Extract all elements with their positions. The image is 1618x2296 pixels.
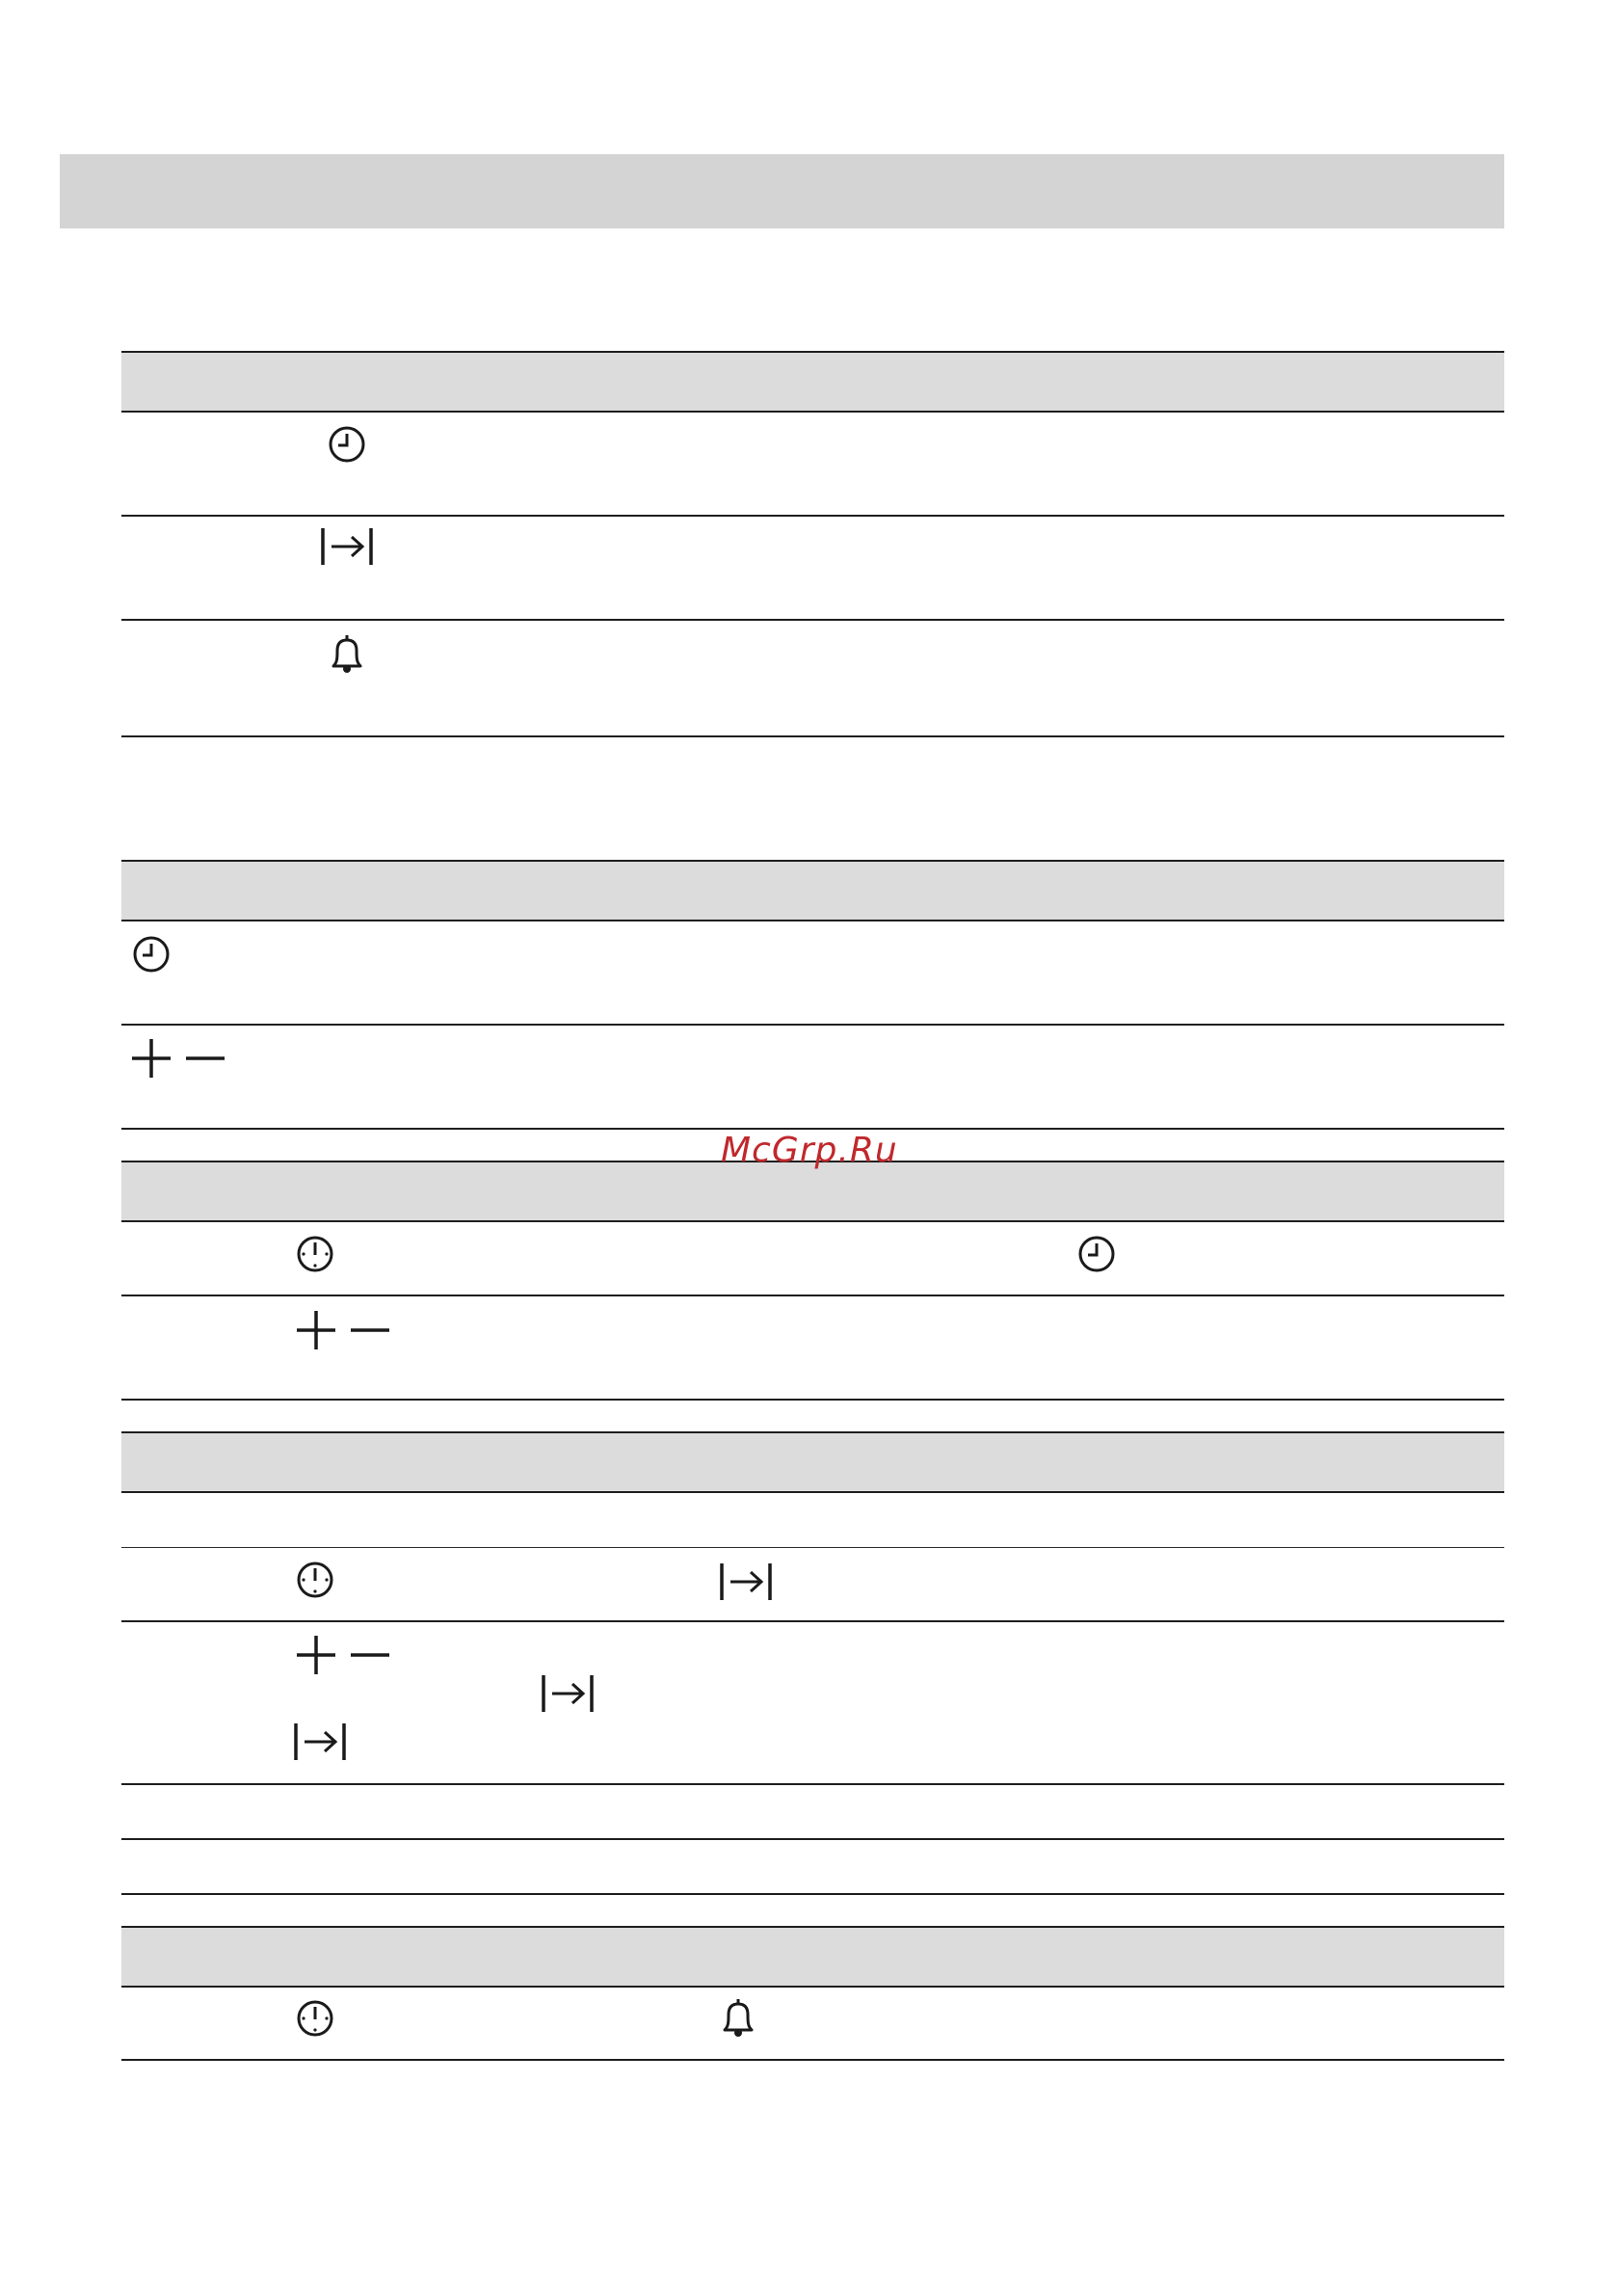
table-bottom-rule	[121, 2059, 1504, 2061]
end-time-icon	[293, 1722, 349, 1762]
row-divider	[121, 1620, 1504, 1622]
clock-icon	[1077, 1235, 1116, 1273]
timer-dial-icon	[296, 1561, 334, 1599]
row-divider	[121, 920, 1504, 921]
row-divider	[121, 1295, 1504, 1296]
table-header	[121, 862, 1504, 920]
row-divider	[121, 1024, 1504, 1026]
row-divider	[121, 411, 1504, 413]
row-divider	[121, 1220, 1504, 1222]
plus-icon	[295, 1309, 337, 1351]
bell-icon	[330, 633, 364, 674]
plus-icon	[295, 1634, 337, 1676]
minus-icon	[184, 1037, 226, 1080]
plus-icon	[130, 1037, 172, 1080]
row-divider	[121, 1491, 1504, 1493]
table-header	[121, 1928, 1504, 1986]
row-divider	[121, 619, 1504, 621]
table-bottom-rule	[121, 1893, 1504, 1895]
end-time-icon	[320, 526, 376, 567]
end-time-icon	[541, 1673, 597, 1714]
watermark-text: McGrp.Ru	[721, 1131, 898, 1170]
clock-icon	[132, 935, 171, 974]
end-time-icon	[719, 1562, 775, 1602]
clock-icon	[328, 425, 366, 464]
timer-dial-icon	[296, 1235, 334, 1273]
page-title-band	[60, 154, 1504, 228]
row-divider	[121, 515, 1504, 517]
timer-dial-icon	[296, 1999, 334, 2038]
minus-icon	[349, 1309, 391, 1351]
row-divider	[121, 1838, 1504, 1840]
row-divider	[121, 1986, 1504, 1988]
table-header	[121, 1162, 1504, 1220]
table-header	[121, 1433, 1504, 1491]
row-divider	[121, 1783, 1504, 1785]
table-header	[121, 353, 1504, 411]
table-bottom-rule	[121, 735, 1504, 737]
minus-icon	[349, 1634, 391, 1676]
table-bottom-rule	[121, 1399, 1504, 1401]
row-divider	[121, 1547, 1504, 1548]
bell-icon	[721, 1997, 756, 2038]
table-bottom-rule	[121, 1128, 1504, 1130]
